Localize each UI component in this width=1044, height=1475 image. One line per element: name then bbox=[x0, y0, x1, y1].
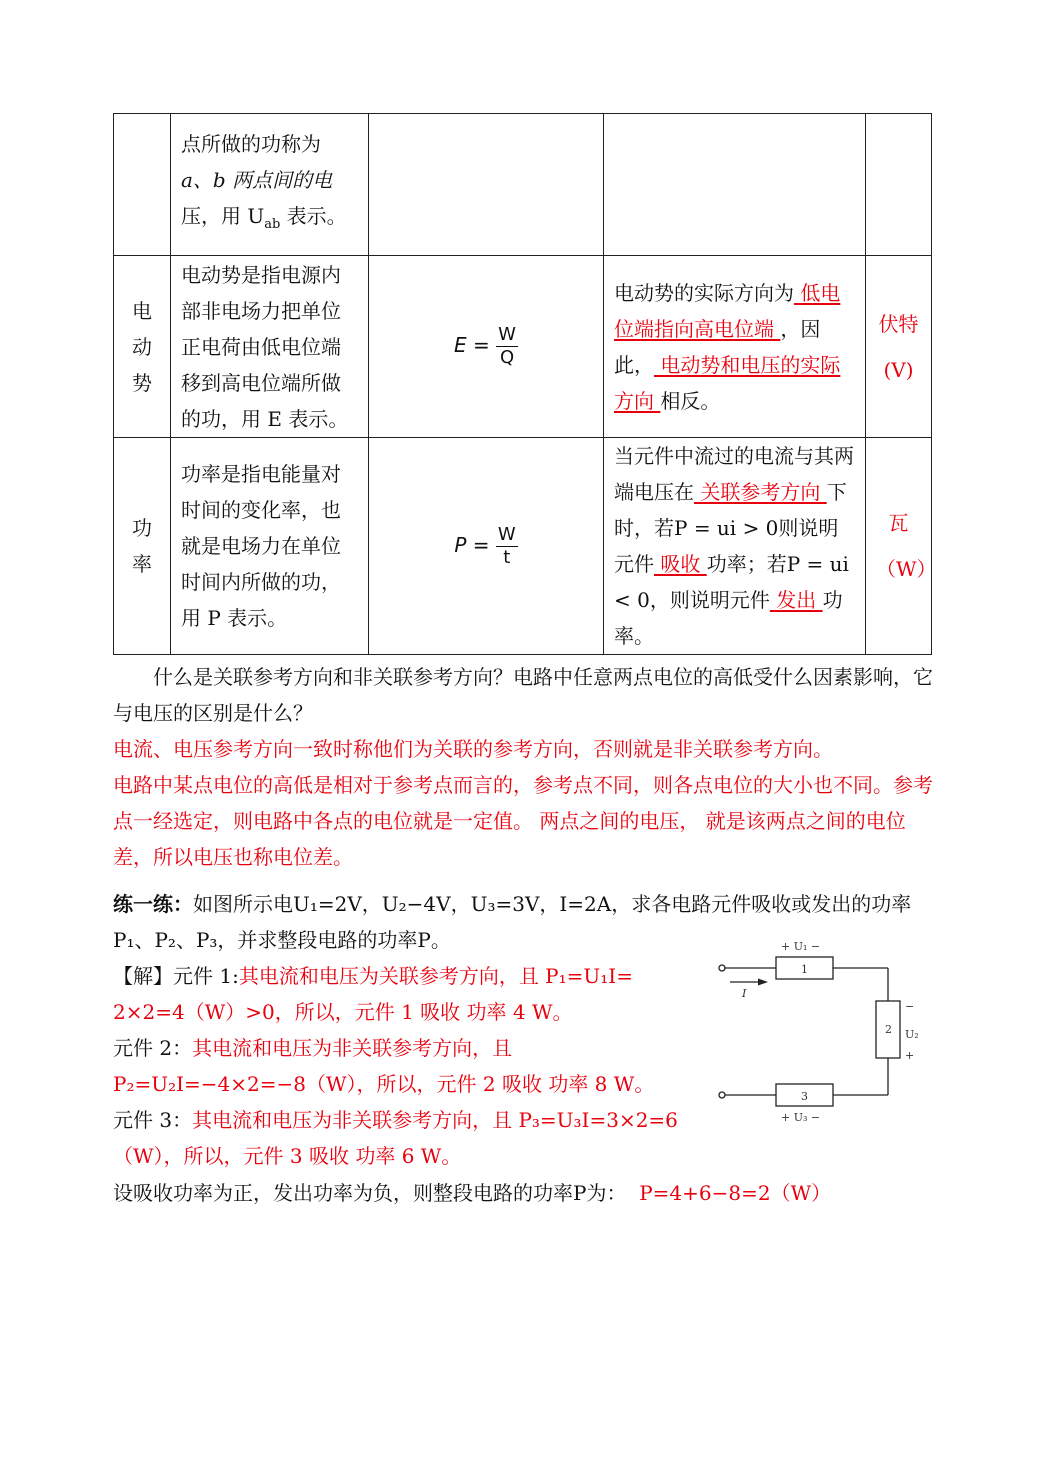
total-value: P=4+6−8=2（W） bbox=[639, 1181, 832, 1205]
name-char: 率 bbox=[132, 552, 152, 576]
exercise-label: 练一练： bbox=[113, 892, 193, 916]
element-solution: 其电流和电压为非关联参考方向，且 P₃=U₃I=3×2=6（W），所以，元件 3 吸收 功率 6 W。 bbox=[113, 1108, 678, 1168]
cell-name bbox=[114, 438, 171, 655]
element-3-label: 3 bbox=[801, 1090, 808, 1103]
definition-line: 用 P 表示。 bbox=[181, 606, 288, 630]
text: 压，用 U bbox=[181, 204, 265, 228]
cell-direction bbox=[604, 114, 866, 256]
text: 当元件中流过的电流与其两端电压在 bbox=[614, 444, 854, 504]
unit-name: 伏特 bbox=[878, 311, 919, 336]
definition-line: 点所做的功称为 bbox=[181, 132, 321, 156]
text: 电动势的实际方向为 bbox=[614, 280, 794, 305]
definition-line: 电动势是指电源内 bbox=[181, 262, 341, 287]
question-paragraph: 什么是关联参考方向和非关联参考方向？电路中任意两点电位的高低受什么因素影响，它与电压的区别是什么？ bbox=[113, 665, 933, 725]
u2-plus-sign: + bbox=[905, 1049, 915, 1062]
definition-line: 就是电场力在单位 bbox=[181, 534, 341, 558]
cell-formula bbox=[369, 256, 604, 438]
formula-lhs: P = bbox=[454, 532, 490, 557]
solution-head: 【解】 bbox=[113, 964, 173, 988]
unit-symbol: （W） bbox=[876, 557, 937, 581]
quantity-table bbox=[113, 113, 937, 655]
u2-minus-sign: − bbox=[905, 1000, 915, 1013]
current-i-label: I bbox=[742, 987, 747, 1000]
total-label: 设吸收功率为正，发出功率为负，则整段电路的功率P为： bbox=[113, 1181, 627, 1205]
cell-formula bbox=[369, 438, 604, 655]
element-1-label: 1 bbox=[801, 963, 808, 976]
cell-name bbox=[114, 114, 171, 256]
answer-blank: 关联参考方向 bbox=[694, 480, 827, 504]
numerator: W bbox=[498, 324, 516, 345]
fraction bbox=[496, 524, 518, 569]
cell-formula bbox=[369, 114, 604, 256]
table-row bbox=[114, 256, 932, 438]
definition-line bbox=[181, 198, 358, 243]
text: 下时，若P = ui > 0则说明元件 bbox=[614, 480, 847, 576]
total-power-line bbox=[113, 1175, 933, 1211]
definition-line: 部非电场力把单位 bbox=[181, 298, 341, 323]
solution-block bbox=[113, 958, 703, 1174]
element-label: 元件 1: bbox=[173, 964, 239, 988]
definition-line: 正电荷由低电位端 bbox=[181, 334, 341, 359]
name-char: 电 bbox=[132, 298, 152, 323]
cell-direction bbox=[604, 438, 866, 655]
exercise-text: 如图所示电U₁=2V，U₂−4V，U₃=3V，I=2A，求各电路元件吸收或发出的功率P₁、P₂、P₃，并求整段电路的功率P。 bbox=[113, 892, 912, 952]
definition-line: 功率是指电能量对 bbox=[181, 462, 341, 486]
table-row bbox=[114, 438, 932, 655]
solution-element-2 bbox=[113, 1030, 703, 1102]
solution-element-1 bbox=[113, 958, 703, 1030]
denominator: t bbox=[503, 546, 511, 568]
answer-blank: 发出 bbox=[769, 588, 823, 612]
cell-name bbox=[114, 256, 171, 438]
name-char: 势 bbox=[132, 370, 152, 395]
text: 功率。 bbox=[614, 588, 843, 648]
denominator: Q bbox=[499, 347, 515, 368]
cell-unit bbox=[866, 256, 932, 438]
terminal-bottom bbox=[719, 1092, 725, 1098]
voltage-u3-label: + U₃ − bbox=[781, 1111, 821, 1124]
cell-direction bbox=[604, 256, 866, 438]
definition-line: a、b 两点间的电 bbox=[181, 168, 333, 192]
cell-definition bbox=[171, 114, 369, 256]
subscript: ab bbox=[264, 217, 281, 232]
definition-line: 的功，用 E 表示。 bbox=[181, 406, 349, 431]
element-label: 元件 3： bbox=[113, 1108, 193, 1132]
name-char: 功 bbox=[132, 516, 152, 540]
cell-unit bbox=[866, 114, 932, 256]
voltage-u1-label: + U₁ − bbox=[781, 940, 821, 953]
answer-paragraph: 电路中某点电位的高低是相对于参考点而言的，参考点不同，则各点电位的大小也不同。参考点一经选定，则电路中各点的电位就是一定值。 两点之间的电压， 就是该两点之间的电位差，所以电压也称电位差。 bbox=[113, 773, 933, 869]
fraction bbox=[496, 324, 518, 369]
answer-blank: 电动势和电压的实际方向 bbox=[614, 352, 841, 413]
unit-name: 瓦 bbox=[888, 511, 909, 535]
circuit-diagram bbox=[712, 932, 924, 1130]
formula-lhs: E = bbox=[454, 333, 490, 357]
table-row bbox=[114, 114, 932, 256]
element-2-label: 2 bbox=[885, 1023, 892, 1036]
cell-unit bbox=[866, 438, 937, 655]
answer-paragraph: 电流、电压参考方向一致时称他们为关联的参考方向，否则就是非关联参考方向。 bbox=[113, 737, 833, 761]
answer-blank: 低电位端指向高电位端 bbox=[614, 280, 841, 341]
definition-line: 时间内所做的功， bbox=[181, 570, 341, 594]
cell-definition bbox=[171, 438, 369, 655]
solution-element-3 bbox=[113, 1102, 703, 1174]
definition-line: 移到高电位端所做 bbox=[181, 370, 341, 395]
text: 相反。 bbox=[660, 388, 721, 413]
element-solution: 其电流和电压为关联参考方向，且 P₁=U₁I= 2×2=4（W）>0，所以，元件 1 吸收 功率 4 W。 bbox=[113, 964, 633, 1024]
numerator: W bbox=[497, 523, 516, 545]
terminal-top bbox=[719, 965, 725, 971]
unit-symbol: (V) bbox=[883, 357, 914, 382]
element-solution: 其电流和电压为非关联参考方向，且 P₂=U₂I=−4×2=−8（W），所以，元件 2 吸收 功率 8 W。 bbox=[113, 1036, 655, 1096]
cell-definition bbox=[171, 256, 369, 438]
voltage-u2-label: U₂ bbox=[905, 1028, 919, 1041]
element-label: 元件 2： bbox=[113, 1036, 193, 1060]
text: 表示。 bbox=[280, 204, 347, 228]
name-char: 动 bbox=[132, 334, 152, 359]
definition-line: 时间的变化率，也 bbox=[181, 498, 341, 522]
text: 功率；若P = ui < 0，则说明元件 bbox=[614, 552, 849, 612]
text: ，因此， bbox=[614, 316, 821, 377]
answer-blank: 吸收 bbox=[654, 552, 707, 576]
